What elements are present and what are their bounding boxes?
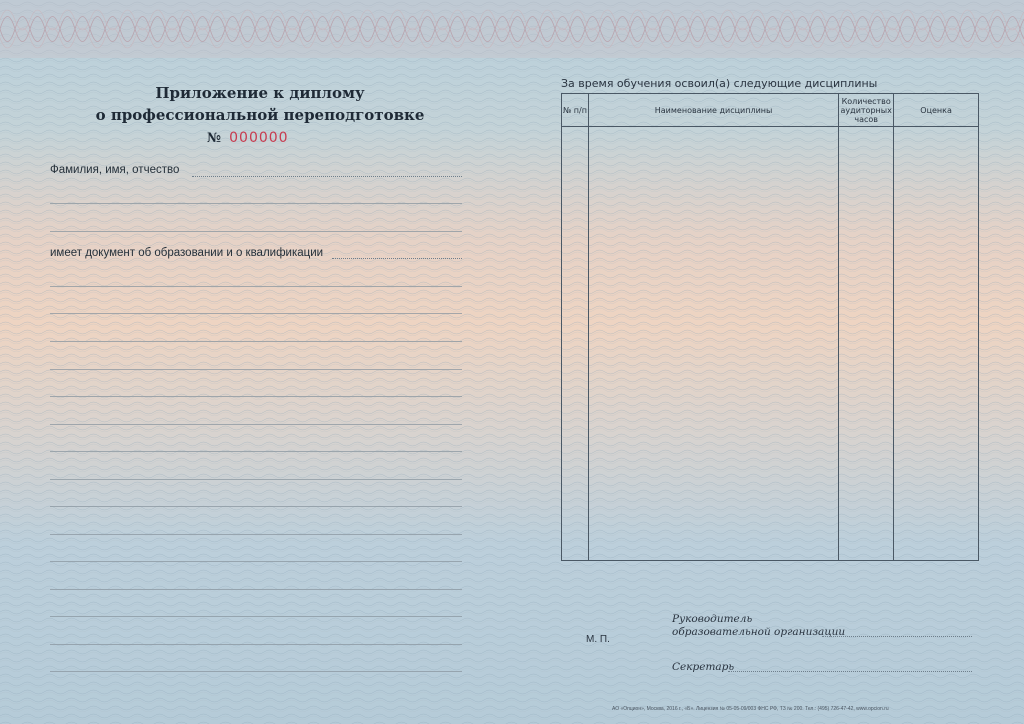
col-header-hours: Количество аудиторных часов [839, 94, 894, 127]
fill-line[interactable] [50, 616, 462, 617]
fill-line[interactable] [50, 479, 462, 480]
fill-line[interactable] [50, 203, 462, 204]
head-signature-line[interactable] [822, 636, 972, 637]
fill-line[interactable] [50, 369, 462, 370]
fill-line[interactable] [50, 231, 462, 232]
cell-discipline[interactable] [588, 127, 838, 561]
disciplines-table [561, 93, 979, 561]
fill-line[interactable] [50, 313, 462, 314]
fio-label: Фамилия, имя, отчество [50, 164, 180, 176]
secretary-signature-label: Секретарь [672, 661, 735, 673]
col-header-grade: Оценка [894, 94, 979, 127]
diploma-number: 000000 [229, 130, 289, 146]
stamp-place-label: М. П. [586, 634, 610, 645]
table-row [562, 127, 979, 561]
fill-line[interactable] [50, 341, 462, 342]
appendix-title-line2: о профессиональной переподготовке [95, 106, 425, 124]
secretary-signature-line[interactable] [728, 671, 972, 672]
col-header-discipline: Наименование дисциплины [588, 94, 838, 127]
cell-hours[interactable] [839, 127, 894, 561]
cell-number[interactable] [562, 127, 589, 561]
education-document-fill-line[interactable] [332, 258, 462, 259]
disciplines-heading: За время обучения освоил(а) следующие дисциплины [561, 77, 878, 90]
fill-line[interactable] [50, 561, 462, 562]
printer-imprint: АО «Опцион», Москва, 2016 г., «Б». Лицензия № 05-05-09/003 ФНС РФ, ТЗ № 200. Тел.: (495) 726-47-42, www.opcion.ru [612, 706, 889, 712]
education-document-label: имеет документ об образовании и о квалификации [50, 247, 324, 259]
col-header-number: № п/п [562, 94, 589, 127]
cell-grade[interactable] [894, 127, 979, 561]
fill-line[interactable] [50, 451, 462, 452]
head-signature-label-line2: образовательной организации [672, 626, 846, 638]
fill-line[interactable] [50, 396, 462, 397]
fio-fill-line[interactable] [192, 176, 462, 177]
fill-line[interactable] [50, 644, 462, 645]
number-label: № [207, 131, 222, 146]
fill-line[interactable] [50, 286, 462, 287]
fill-line[interactable] [50, 589, 462, 590]
appendix-title-line1: Приложение к диплому [155, 84, 365, 102]
fill-line[interactable] [50, 424, 462, 425]
diploma-number-row [207, 130, 289, 146]
head-signature-label-line1: Руководитель [672, 613, 753, 625]
fill-line[interactable] [50, 534, 462, 535]
fill-line[interactable] [50, 671, 462, 672]
fill-line[interactable] [50, 506, 462, 507]
